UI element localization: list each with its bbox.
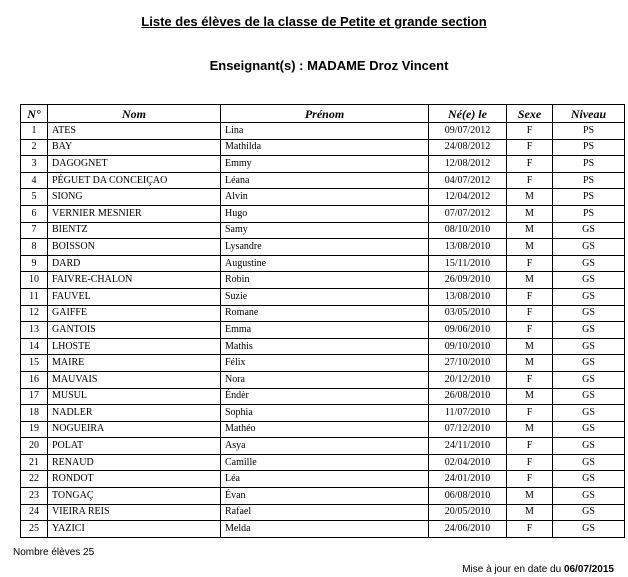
- row-number: 25: [21, 521, 48, 538]
- student-sex: M: [507, 222, 553, 239]
- student-last-name: GAIFFE: [48, 305, 221, 322]
- table-row: [21, 172, 625, 189]
- row-number: 1: [21, 123, 48, 140]
- student-first-name: Emmy: [221, 156, 429, 173]
- student-birth-date: 20/12/2010: [429, 371, 507, 388]
- student-sex: M: [507, 239, 553, 256]
- student-first-name: Rafael: [221, 504, 429, 521]
- table-row: [21, 222, 625, 239]
- student-level: PS: [553, 156, 625, 173]
- row-number: 8: [21, 239, 48, 256]
- student-last-name: TONGAÇ: [48, 488, 221, 505]
- student-first-name: Lysandre: [221, 239, 429, 256]
- table-row: [21, 371, 625, 388]
- table-header-row: [21, 105, 625, 123]
- table-row: [21, 322, 625, 339]
- student-sex: M: [507, 205, 553, 222]
- student-level: GS: [553, 255, 625, 272]
- header-num: N°: [21, 105, 48, 123]
- header-prenom: Prénom: [221, 105, 429, 123]
- student-birth-date: 09/07/2012: [429, 123, 507, 140]
- table-row: [21, 521, 625, 538]
- student-first-name: Félix: [221, 355, 429, 372]
- student-last-name: ATES: [48, 123, 221, 140]
- table-row: [21, 355, 625, 372]
- student-first-name: Mathis: [221, 338, 429, 355]
- student-first-name: Léa: [221, 471, 429, 488]
- student-sex: F: [507, 438, 553, 455]
- student-sex: F: [507, 371, 553, 388]
- header-nom: Nom: [48, 105, 221, 123]
- student-level: GS: [553, 305, 625, 322]
- student-sex: M: [507, 355, 553, 372]
- student-level: GS: [553, 454, 625, 471]
- table-row: [21, 338, 625, 355]
- row-number: 9: [21, 255, 48, 272]
- student-birth-date: 03/05/2010: [429, 305, 507, 322]
- student-last-name: SIONG: [48, 189, 221, 206]
- student-last-name: FAUVEL: [48, 288, 221, 305]
- student-level: PS: [553, 123, 625, 140]
- table-row: [21, 388, 625, 405]
- student-sex: F: [507, 288, 553, 305]
- student-birth-date: 12/08/2012: [429, 156, 507, 173]
- student-first-name: Melda: [221, 521, 429, 538]
- student-birth-date: 04/07/2012: [429, 172, 507, 189]
- student-level: GS: [553, 355, 625, 372]
- update-label: Mise à jour en date du: [462, 564, 562, 575]
- student-sex: M: [507, 338, 553, 355]
- table-row: [21, 454, 625, 471]
- row-number: 21: [21, 454, 48, 471]
- student-sex: F: [507, 123, 553, 140]
- student-birth-date: 20/05/2010: [429, 504, 507, 521]
- student-level: PS: [553, 205, 625, 222]
- student-level: GS: [553, 222, 625, 239]
- row-number: 4: [21, 172, 48, 189]
- student-first-name: Mathéo: [221, 421, 429, 438]
- student-birth-date: 09/10/2010: [429, 338, 507, 355]
- student-last-name: DAGOGNET: [48, 156, 221, 173]
- student-sex: F: [507, 521, 553, 538]
- update-date: 06/07/2015: [563, 564, 614, 575]
- table-body: [21, 123, 625, 538]
- row-number: 5: [21, 189, 48, 206]
- row-number: 10: [21, 272, 48, 289]
- student-sex: F: [507, 322, 553, 339]
- row-number: 22: [21, 471, 48, 488]
- student-first-name: Alvin: [221, 189, 429, 206]
- student-level: GS: [553, 405, 625, 422]
- student-last-name: MAUVAIS: [48, 371, 221, 388]
- table-row: [21, 488, 625, 505]
- student-last-name: BAY: [48, 139, 221, 156]
- student-sex: M: [507, 388, 553, 405]
- row-number: 11: [21, 288, 48, 305]
- student-birth-date: 08/10/2010: [429, 222, 507, 239]
- student-birth-date: 24/01/2010: [429, 471, 507, 488]
- row-number: 2: [21, 139, 48, 156]
- student-birth-date: 09/06/2010: [429, 322, 507, 339]
- student-birth-date: 24/08/2012: [429, 139, 507, 156]
- table-row: [21, 471, 625, 488]
- table-row: [21, 438, 625, 455]
- student-level: GS: [553, 521, 625, 538]
- student-last-name: VERNIER MESNIER: [48, 205, 221, 222]
- student-last-name: YAZICI: [48, 521, 221, 538]
- student-last-name: GANTOIS: [48, 322, 221, 339]
- table-row: [21, 405, 625, 422]
- student-level: GS: [553, 338, 625, 355]
- student-count: Nombre élèves 25: [13, 547, 95, 558]
- row-number: 17: [21, 388, 48, 405]
- student-level: GS: [553, 239, 625, 256]
- student-birth-date: 15/11/2010: [429, 255, 507, 272]
- header-niveau: Niveau: [553, 105, 625, 123]
- student-first-name: Camille: [221, 454, 429, 471]
- student-level: PS: [553, 172, 625, 189]
- student-first-name: Romane: [221, 305, 429, 322]
- student-table: [20, 104, 625, 538]
- row-number: 15: [21, 355, 48, 372]
- student-sex: M: [507, 488, 553, 505]
- student-last-name: DARD: [48, 255, 221, 272]
- student-birth-date: 11/07/2010: [429, 405, 507, 422]
- table-row: [21, 504, 625, 521]
- student-sex: F: [507, 305, 553, 322]
- student-birth-date: 13/08/2010: [429, 288, 507, 305]
- student-first-name: Mathilda: [221, 139, 429, 156]
- student-sex: F: [507, 471, 553, 488]
- row-number: 18: [21, 405, 48, 422]
- table-row: [21, 189, 625, 206]
- student-last-name: BIENTZ: [48, 222, 221, 239]
- student-last-name: LHOSTE: [48, 338, 221, 355]
- student-last-name: BOISSON: [48, 239, 221, 256]
- student-sex: F: [507, 156, 553, 173]
- student-level: GS: [553, 288, 625, 305]
- student-level: GS: [553, 272, 625, 289]
- student-level: GS: [553, 438, 625, 455]
- student-birth-date: 07/07/2012: [429, 205, 507, 222]
- student-sex: M: [507, 504, 553, 521]
- student-first-name: Léana: [221, 172, 429, 189]
- student-last-name: MUSUL: [48, 388, 221, 405]
- row-number: 24: [21, 504, 48, 521]
- student-sex: F: [507, 454, 553, 471]
- table-row: [21, 239, 625, 256]
- table-row: [21, 123, 625, 140]
- student-birth-date: 02/04/2010: [429, 454, 507, 471]
- student-sex: F: [507, 172, 553, 189]
- student-first-name: Nora: [221, 371, 429, 388]
- student-last-name: MAIRE: [48, 355, 221, 372]
- table-row: [21, 288, 625, 305]
- student-birth-date: 26/08/2010: [429, 388, 507, 405]
- student-first-name: Suzie: [221, 288, 429, 305]
- student-birth-date: 27/10/2010: [429, 355, 507, 372]
- student-first-name: Samy: [221, 222, 429, 239]
- student-birth-date: 12/04/2012: [429, 189, 507, 206]
- page-title: Liste des élèves de la classe de Petite et grande section: [141, 14, 487, 29]
- update-info: [462, 564, 614, 575]
- row-number: 23: [21, 488, 48, 505]
- table-row: [21, 421, 625, 438]
- student-level: PS: [553, 189, 625, 206]
- row-number: 6: [21, 205, 48, 222]
- header-date: Né(e) le: [429, 105, 507, 123]
- student-first-name: Lina: [221, 123, 429, 140]
- student-sex: F: [507, 405, 553, 422]
- teacher-line: Enseignant(s) : MADAME Droz Vincent: [209, 58, 449, 73]
- student-last-name: NADLER: [48, 405, 221, 422]
- student-level: GS: [553, 471, 625, 488]
- student-first-name: Éndèr: [221, 388, 429, 405]
- student-last-name: VIEIRA REIS: [48, 504, 221, 521]
- table-row: [21, 205, 625, 222]
- row-number: 3: [21, 156, 48, 173]
- row-number: 13: [21, 322, 48, 339]
- student-last-name: NOGUEIRA: [48, 421, 221, 438]
- student-first-name: Robin: [221, 272, 429, 289]
- student-sex: M: [507, 189, 553, 206]
- student-sex: F: [507, 255, 553, 272]
- student-sex: M: [507, 421, 553, 438]
- student-first-name: Sophia: [221, 405, 429, 422]
- row-number: 7: [21, 222, 48, 239]
- row-number: 16: [21, 371, 48, 388]
- student-first-name: Évan: [221, 488, 429, 505]
- student-level: GS: [553, 504, 625, 521]
- student-sex: F: [507, 139, 553, 156]
- table-row: [21, 139, 625, 156]
- student-first-name: Asya: [221, 438, 429, 455]
- student-level: GS: [553, 371, 625, 388]
- header-sexe: Sexe: [507, 105, 553, 123]
- student-birth-date: 24/11/2010: [429, 438, 507, 455]
- row-number: 19: [21, 421, 48, 438]
- row-number: 20: [21, 438, 48, 455]
- student-first-name: Augustine: [221, 255, 429, 272]
- student-last-name: PÉGUET DA CONCEIÇAO: [48, 172, 221, 189]
- student-level: GS: [553, 421, 625, 438]
- table-row: [21, 272, 625, 289]
- student-birth-date: 24/06/2010: [429, 521, 507, 538]
- row-number: 14: [21, 338, 48, 355]
- student-last-name: RENAUD: [48, 454, 221, 471]
- student-birth-date: 06/08/2010: [429, 488, 507, 505]
- student-last-name: FAIVRE-CHALON: [48, 272, 221, 289]
- row-number: 12: [21, 305, 48, 322]
- student-level: PS: [553, 139, 625, 156]
- student-level: GS: [553, 488, 625, 505]
- student-last-name: RONDOT: [48, 471, 221, 488]
- student-birth-date: 07/12/2010: [429, 421, 507, 438]
- student-first-name: Emma: [221, 322, 429, 339]
- student-birth-date: 26/09/2010: [429, 272, 507, 289]
- student-first-name: Hugo: [221, 205, 429, 222]
- student-level: GS: [553, 388, 625, 405]
- table-row: [21, 305, 625, 322]
- student-birth-date: 13/08/2010: [429, 239, 507, 256]
- student-last-name: POLAT: [48, 438, 221, 455]
- student-level: GS: [553, 322, 625, 339]
- table-row: [21, 255, 625, 272]
- student-sex: M: [507, 272, 553, 289]
- table-row: [21, 156, 625, 173]
